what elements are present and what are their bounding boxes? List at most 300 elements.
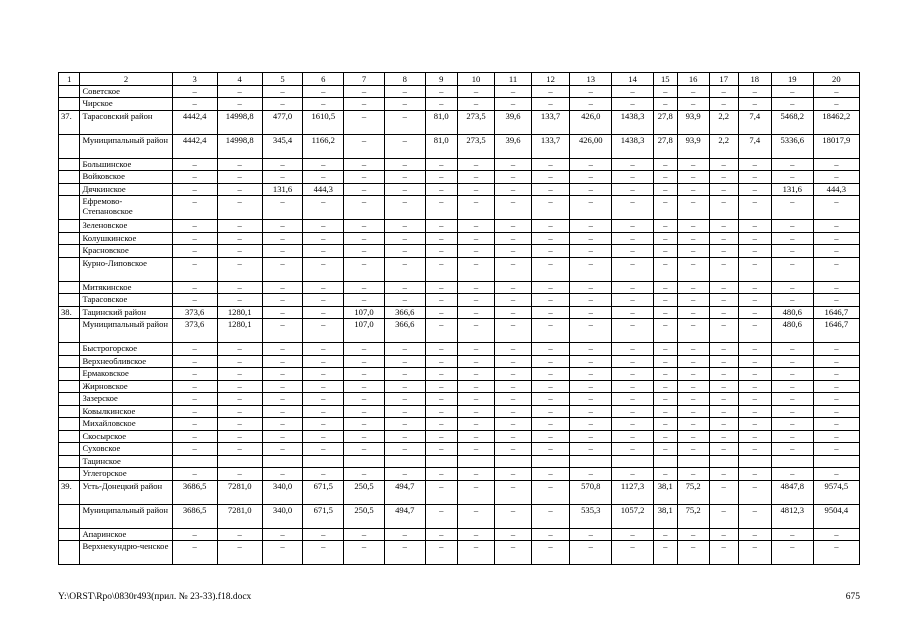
value-cell: – — [495, 380, 531, 393]
value-cell: 494,7 — [384, 504, 425, 528]
value-cell: 38,1 — [653, 480, 677, 504]
row-number-cell: 39. — [59, 480, 80, 504]
value-cell: – — [262, 306, 303, 319]
value-cell: – — [262, 257, 303, 281]
data-table — [58, 72, 860, 565]
value-cell: – — [771, 158, 813, 171]
value-cell: – — [425, 257, 457, 281]
value-cell: – — [531, 171, 570, 184]
value-cell: – — [570, 343, 612, 356]
value-cell: 14998,8 — [217, 134, 262, 158]
value-cell: – — [738, 257, 771, 281]
value-cell: – — [653, 232, 677, 245]
value-cell: – — [612, 430, 654, 443]
value-cell: – — [425, 281, 457, 294]
value-cell: – — [303, 196, 344, 220]
value-cell: – — [813, 528, 859, 541]
value-cell: – — [217, 294, 262, 307]
value-cell: – — [531, 443, 570, 456]
value-cell: – — [217, 220, 262, 233]
value-cell: – — [344, 405, 385, 418]
value-cell: – — [570, 220, 612, 233]
value-cell: – — [612, 232, 654, 245]
value-cell: – — [425, 294, 457, 307]
table-row — [59, 443, 860, 456]
value-cell: – — [217, 171, 262, 184]
value-cell: – — [384, 405, 425, 418]
value-cell: – — [677, 294, 709, 307]
row-name-cell: Тацинский район — [80, 306, 172, 319]
value-cell — [217, 455, 262, 468]
value-cell: – — [612, 158, 654, 171]
value-cell: – — [262, 393, 303, 406]
value-cell: – — [172, 281, 217, 294]
row-number-cell — [59, 294, 80, 307]
value-cell: – — [677, 98, 709, 111]
value-cell: 2,2 — [709, 134, 738, 158]
value-cell: – — [457, 319, 495, 343]
row-name-cell: Углегорское — [80, 468, 172, 481]
value-cell: – — [677, 368, 709, 381]
value-cell: – — [709, 355, 738, 368]
value-cell: 18017,9 — [813, 134, 859, 158]
value-cell: 340,0 — [262, 480, 303, 504]
row-name-cell: Чирское — [80, 98, 172, 111]
value-cell: – — [570, 380, 612, 393]
value-cell: – — [709, 306, 738, 319]
value-cell: – — [612, 393, 654, 406]
value-cell: – — [262, 343, 303, 356]
table-row — [59, 480, 860, 504]
table-row — [59, 183, 860, 196]
value-cell: – — [344, 158, 385, 171]
value-cell: – — [531, 430, 570, 443]
value-cell: – — [677, 418, 709, 431]
row-name-cell: Тарасовский район — [80, 110, 172, 134]
value-cell: – — [771, 245, 813, 258]
value-cell: 373,6 — [172, 319, 217, 343]
value-cell: – — [217, 528, 262, 541]
value-cell: – — [612, 171, 654, 184]
row-name-cell: Суховское — [80, 443, 172, 456]
value-cell: 81,0 — [425, 134, 457, 158]
value-cell: – — [262, 380, 303, 393]
value-cell: – — [425, 232, 457, 245]
value-cell: – — [495, 343, 531, 356]
value-cell: – — [172, 98, 217, 111]
value-cell: – — [612, 405, 654, 418]
value-cell: – — [457, 541, 495, 565]
value-cell: – — [771, 405, 813, 418]
value-cell: – — [457, 171, 495, 184]
value-cell: – — [677, 183, 709, 196]
row-number-cell — [59, 541, 80, 565]
value-cell: – — [384, 541, 425, 565]
value-cell — [172, 455, 217, 468]
table-row — [59, 355, 860, 368]
value-cell: 38,1 — [653, 504, 677, 528]
value-cell: – — [495, 418, 531, 431]
value-cell: – — [570, 443, 612, 456]
value-cell: – — [738, 232, 771, 245]
value-cell: – — [495, 232, 531, 245]
value-cell — [344, 455, 385, 468]
value-cell: – — [612, 306, 654, 319]
value-cell: – — [172, 343, 217, 356]
value-cell — [384, 455, 425, 468]
value-cell: – — [384, 134, 425, 158]
value-cell: – — [738, 430, 771, 443]
value-cell: – — [677, 319, 709, 343]
value-cell: 366,6 — [384, 319, 425, 343]
value-cell: – — [172, 232, 217, 245]
value-cell: – — [425, 245, 457, 258]
value-cell: – — [653, 257, 677, 281]
value-cell: – — [813, 85, 859, 98]
value-cell: – — [813, 368, 859, 381]
value-cell: – — [653, 380, 677, 393]
value-cell: – — [677, 355, 709, 368]
value-cell: – — [303, 281, 344, 294]
value-cell: – — [612, 343, 654, 356]
row-number-cell — [59, 368, 80, 381]
value-cell: – — [457, 257, 495, 281]
value-cell: – — [172, 443, 217, 456]
value-cell: – — [384, 257, 425, 281]
value-cell: – — [384, 183, 425, 196]
value-cell: – — [653, 368, 677, 381]
row-number-cell — [59, 393, 80, 406]
header-cell: 15 — [653, 73, 677, 86]
value-cell: – — [738, 319, 771, 343]
value-cell: – — [262, 232, 303, 245]
value-cell: 250,5 — [344, 480, 385, 504]
value-cell: – — [738, 541, 771, 565]
value-cell: – — [709, 343, 738, 356]
value-cell: – — [709, 430, 738, 443]
value-cell: – — [495, 355, 531, 368]
value-cell: – — [172, 355, 217, 368]
value-cell: – — [771, 468, 813, 481]
row-name-cell: Колушкинское — [80, 232, 172, 245]
footer-page-number: 675 — [845, 592, 860, 602]
value-cell: – — [425, 343, 457, 356]
value-cell: – — [570, 281, 612, 294]
value-cell: 2,2 — [709, 110, 738, 134]
value-cell: – — [653, 158, 677, 171]
value-cell: – — [771, 98, 813, 111]
value-cell — [495, 455, 531, 468]
value-cell: – — [303, 541, 344, 565]
row-number-cell — [59, 183, 80, 196]
value-cell: – — [425, 430, 457, 443]
table-row — [59, 98, 860, 111]
value-cell: – — [425, 504, 457, 528]
value-cell: – — [771, 541, 813, 565]
value-cell: – — [570, 196, 612, 220]
value-cell: – — [344, 232, 385, 245]
value-cell: – — [344, 257, 385, 281]
value-cell: – — [344, 183, 385, 196]
value-cell: – — [709, 220, 738, 233]
value-cell: – — [709, 504, 738, 528]
value-cell: – — [738, 355, 771, 368]
value-cell: – — [457, 294, 495, 307]
value-cell: – — [813, 196, 859, 220]
header-cell: 16 — [677, 73, 709, 86]
value-cell: – — [738, 196, 771, 220]
value-cell: – — [344, 528, 385, 541]
value-cell: – — [677, 443, 709, 456]
value-cell: – — [457, 430, 495, 443]
value-cell: – — [738, 443, 771, 456]
value-cell: – — [344, 430, 385, 443]
row-number-cell — [59, 355, 80, 368]
value-cell: – — [653, 468, 677, 481]
value-cell: – — [677, 380, 709, 393]
value-cell: – — [303, 158, 344, 171]
row-name-cell: Михайловское — [80, 418, 172, 431]
value-cell: – — [344, 380, 385, 393]
table-row — [59, 85, 860, 98]
value-cell: – — [262, 418, 303, 431]
value-cell: 477,0 — [262, 110, 303, 134]
value-cell: – — [495, 319, 531, 343]
row-number-cell — [59, 468, 80, 481]
value-cell: – — [262, 405, 303, 418]
value-cell: – — [262, 245, 303, 258]
value-cell: – — [425, 319, 457, 343]
value-cell: – — [653, 294, 677, 307]
value-cell: – — [531, 306, 570, 319]
row-number-cell — [59, 455, 80, 468]
value-cell: – — [457, 468, 495, 481]
value-cell: – — [709, 380, 738, 393]
row-name-cell: Муниципальный район — [80, 319, 172, 343]
row-number-cell — [59, 380, 80, 393]
value-cell: – — [457, 196, 495, 220]
value-cell: 671,5 — [303, 480, 344, 504]
header-cell: 1 — [59, 73, 80, 86]
value-cell: – — [570, 257, 612, 281]
value-cell: – — [677, 343, 709, 356]
value-cell: – — [344, 196, 385, 220]
value-cell: – — [709, 281, 738, 294]
value-cell: 93,9 — [677, 134, 709, 158]
footer-file-path: Y:\ORST\Rpo\0830r493(прил. № 23-33).f18.docx — [58, 592, 252, 602]
value-cell: – — [813, 245, 859, 258]
value-cell: – — [262, 281, 303, 294]
table-row — [59, 393, 860, 406]
value-cell: – — [262, 196, 303, 220]
value-cell: – — [531, 393, 570, 406]
value-cell: – — [457, 158, 495, 171]
table-row — [59, 294, 860, 307]
value-cell: – — [425, 480, 457, 504]
value-cell: – — [709, 232, 738, 245]
value-cell: 7,4 — [738, 110, 771, 134]
value-cell: – — [344, 468, 385, 481]
value-cell: – — [653, 171, 677, 184]
table-row — [59, 257, 860, 281]
value-cell: – — [172, 294, 217, 307]
value-cell: – — [384, 468, 425, 481]
table-row — [59, 504, 860, 528]
value-cell: 671,5 — [303, 504, 344, 528]
row-name-cell: Усть-Донецкий район — [80, 480, 172, 504]
value-cell: – — [813, 418, 859, 431]
value-cell: 7281,0 — [217, 504, 262, 528]
value-cell: – — [303, 220, 344, 233]
value-cell: – — [813, 468, 859, 481]
header-cell: 2 — [80, 73, 172, 86]
value-cell: – — [677, 158, 709, 171]
value-cell: – — [612, 281, 654, 294]
value-cell: – — [303, 171, 344, 184]
value-cell: – — [384, 220, 425, 233]
value-cell: – — [677, 306, 709, 319]
value-cell: 1438,3 — [612, 110, 654, 134]
value-cell: 81,0 — [425, 110, 457, 134]
row-number-cell — [59, 232, 80, 245]
value-cell: – — [570, 306, 612, 319]
value-cell: – — [457, 306, 495, 319]
value-cell: – — [425, 306, 457, 319]
value-cell: 1127,3 — [612, 480, 654, 504]
value-cell: – — [303, 319, 344, 343]
value-cell: – — [531, 196, 570, 220]
value-cell: – — [612, 368, 654, 381]
value-cell: 4812,3 — [771, 504, 813, 528]
value-cell: – — [344, 98, 385, 111]
value-cell: – — [653, 541, 677, 565]
value-cell: – — [738, 220, 771, 233]
value-cell: – — [738, 480, 771, 504]
value-cell: – — [457, 368, 495, 381]
value-cell: – — [738, 171, 771, 184]
value-cell: – — [495, 281, 531, 294]
value-cell: – — [384, 245, 425, 258]
value-cell: – — [771, 85, 813, 98]
value-cell: 366,6 — [384, 306, 425, 319]
value-cell: – — [217, 183, 262, 196]
value-cell: – — [344, 443, 385, 456]
value-cell: 5336,6 — [771, 134, 813, 158]
table-row — [59, 110, 860, 134]
value-cell: 250,5 — [344, 504, 385, 528]
value-cell: – — [653, 418, 677, 431]
value-cell: 5468,2 — [771, 110, 813, 134]
value-cell: – — [384, 430, 425, 443]
header-cell: 12 — [531, 73, 570, 86]
row-number-cell: 37. — [59, 110, 80, 134]
row-name-cell: Тацинское — [80, 455, 172, 468]
value-cell: – — [771, 368, 813, 381]
value-cell: – — [709, 541, 738, 565]
value-cell: – — [709, 183, 738, 196]
header-cell: 11 — [495, 73, 531, 86]
value-cell: – — [303, 343, 344, 356]
value-cell: 93,9 — [677, 110, 709, 134]
value-cell: 444,3 — [303, 183, 344, 196]
row-number-cell — [59, 281, 80, 294]
value-cell: – — [653, 245, 677, 258]
value-cell: – — [262, 528, 303, 541]
value-cell: – — [612, 380, 654, 393]
value-cell: – — [172, 541, 217, 565]
value-cell: – — [172, 418, 217, 431]
value-cell: – — [172, 183, 217, 196]
value-cell: – — [495, 183, 531, 196]
value-cell: 494,7 — [384, 480, 425, 504]
value-cell: – — [570, 468, 612, 481]
value-cell: – — [813, 232, 859, 245]
value-cell: – — [653, 430, 677, 443]
value-cell: – — [738, 183, 771, 196]
value-cell: 373,6 — [172, 306, 217, 319]
header-cell: 18 — [738, 73, 771, 86]
value-cell: – — [771, 281, 813, 294]
value-cell: – — [653, 343, 677, 356]
value-cell: – — [262, 541, 303, 565]
value-cell: – — [217, 405, 262, 418]
value-cell: – — [709, 368, 738, 381]
value-cell: – — [570, 158, 612, 171]
value-cell: – — [495, 443, 531, 456]
value-cell: – — [653, 355, 677, 368]
value-cell: – — [531, 541, 570, 565]
value-cell: – — [570, 98, 612, 111]
value-cell: – — [303, 380, 344, 393]
value-cell: – — [172, 196, 217, 220]
value-cell: – — [709, 405, 738, 418]
value-cell: – — [771, 294, 813, 307]
value-cell: – — [677, 405, 709, 418]
value-cell — [738, 455, 771, 468]
value-cell: – — [570, 393, 612, 406]
value-cell: – — [771, 257, 813, 281]
value-cell: – — [612, 319, 654, 343]
table-row — [59, 134, 860, 158]
value-cell: – — [384, 393, 425, 406]
value-cell: 273,5 — [457, 134, 495, 158]
value-cell: – — [384, 343, 425, 356]
row-name-cell: Муниципальный район — [80, 134, 172, 158]
value-cell: 131,6 — [771, 183, 813, 196]
value-cell: – — [457, 355, 495, 368]
value-cell: 480,6 — [771, 319, 813, 343]
header-cell: 10 — [457, 73, 495, 86]
value-cell: – — [262, 171, 303, 184]
row-name-cell: Зеленовское — [80, 220, 172, 233]
value-cell: – — [172, 468, 217, 481]
value-cell: – — [303, 232, 344, 245]
table-row — [59, 405, 860, 418]
value-cell: – — [771, 220, 813, 233]
value-cell: – — [570, 405, 612, 418]
value-cell: – — [217, 468, 262, 481]
value-cell: – — [531, 368, 570, 381]
value-cell: – — [384, 380, 425, 393]
value-cell: – — [262, 355, 303, 368]
value-cell: – — [738, 380, 771, 393]
value-cell: – — [457, 405, 495, 418]
value-cell: – — [217, 281, 262, 294]
value-cell: – — [384, 98, 425, 111]
value-cell: – — [457, 232, 495, 245]
value-cell: – — [303, 306, 344, 319]
value-cell: – — [384, 355, 425, 368]
